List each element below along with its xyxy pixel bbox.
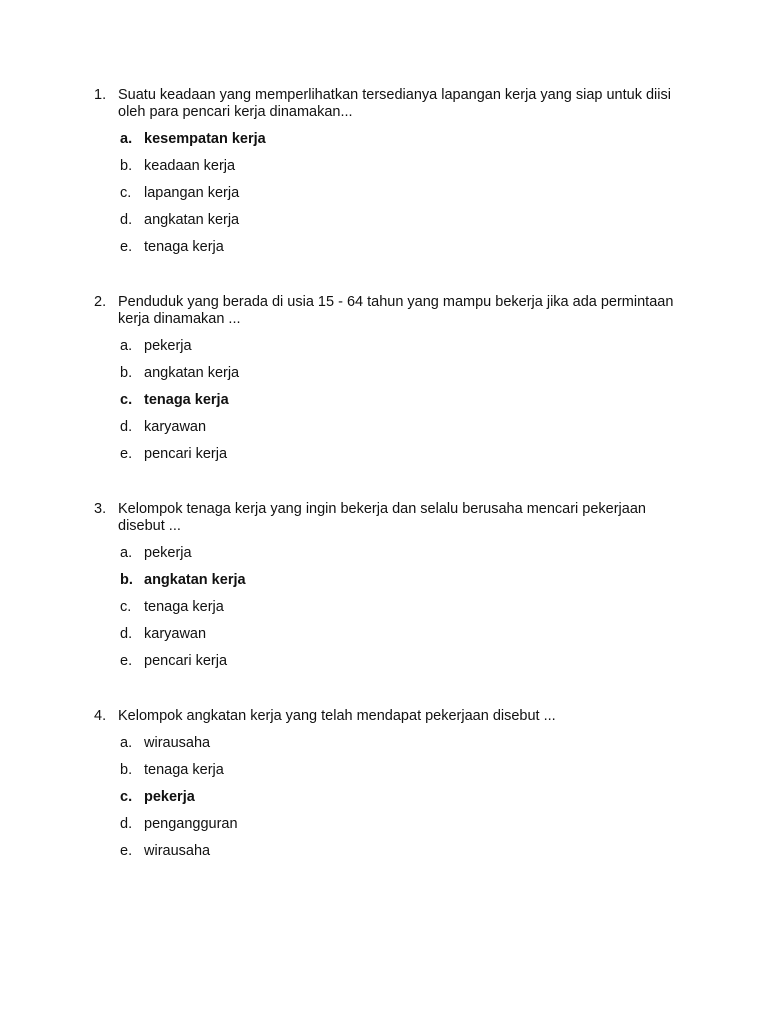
option-letter: a.: [120, 131, 133, 147]
question-number: 3.: [94, 501, 107, 517]
option-c: [120, 789, 195, 806]
option-text: tenaga kerja: [144, 762, 224, 778]
question-3: [94, 501, 684, 669]
option-d: [120, 816, 238, 833]
option-text: pekerja: [144, 545, 192, 561]
option-text: angkatan kerja: [144, 365, 240, 381]
option-c: [120, 392, 229, 409]
option-text: tenaga kerja: [144, 599, 224, 615]
question-4: [94, 708, 684, 859]
option-e: [120, 239, 224, 256]
option-letter: c.: [120, 185, 132, 201]
option-text: pekerja: [144, 338, 192, 354]
option-text: wirausaha: [144, 843, 211, 859]
option-letter: b.: [120, 365, 133, 381]
option-letter: a.: [120, 545, 133, 561]
option-d: [120, 626, 206, 643]
option-letter: d.: [120, 212, 133, 228]
option-text: pekerja: [144, 789, 195, 805]
option-letter: e.: [120, 446, 133, 462]
option-text: angkatan kerja: [144, 572, 246, 588]
question-text: Kelompok tenaga kerja yang ingin bekerja dan selalu berusaha mencari pekerjaan disebut ...: [118, 501, 646, 534]
option-letter: c.: [120, 789, 133, 805]
question-text: Kelompok angkatan kerja yang telah mendapat pekerjaan disebut ...: [118, 708, 556, 724]
option-b: [120, 365, 239, 382]
option-a: [120, 735, 210, 752]
option-e: [120, 653, 227, 670]
option-b: [120, 572, 246, 589]
option-c: [120, 599, 224, 616]
question-stem: [94, 501, 684, 535]
option-text: kesempatan kerja: [144, 131, 266, 147]
option-text: tenaga kerja: [144, 392, 229, 408]
option-b: [120, 762, 224, 779]
option-d: [120, 212, 239, 229]
option-letter: e.: [120, 843, 133, 859]
option-text: karyawan: [144, 626, 207, 642]
question-stem: [94, 294, 684, 328]
option-letter: b.: [120, 762, 133, 778]
option-c: [120, 185, 239, 202]
option-letter: b.: [120, 572, 133, 588]
option-text: angkatan kerja: [144, 212, 240, 228]
option-letter: c.: [120, 599, 132, 615]
question-number: 1.: [94, 87, 107, 103]
option-text: pencari kerja: [144, 446, 228, 462]
option-letter: e.: [120, 239, 133, 255]
option-text: wirausaha: [144, 735, 211, 751]
option-text: tenaga kerja: [144, 239, 224, 255]
question-stem: [94, 708, 684, 725]
option-letter: a.: [120, 338, 133, 354]
option-e: [120, 446, 227, 463]
option-d: [120, 419, 206, 436]
question-number: 4.: [94, 708, 107, 724]
option-letter: b.: [120, 158, 133, 174]
option-a: [120, 131, 266, 148]
option-b: [120, 158, 235, 175]
option-text: pencari kerja: [144, 653, 228, 669]
option-letter: c.: [120, 392, 133, 408]
option-letter: d.: [120, 626, 133, 642]
question-text: Penduduk yang berada di usia 15 - 64 tahun yang mampu bekerja jika ada permintaan kerja dinamakan ...: [118, 294, 674, 327]
question-number: 2.: [94, 294, 107, 310]
option-a: [120, 545, 192, 562]
option-a: [120, 338, 192, 355]
question-text: Suatu keadaan yang memperlihatkan tersedianya lapangan kerja yang siap untuk diisi oleh para pencari kerja dinamakan...: [118, 87, 671, 120]
question-stem: [94, 87, 684, 121]
option-letter: a.: [120, 735, 133, 751]
question-1: [94, 87, 684, 255]
option-text: keadaan kerja: [144, 158, 236, 174]
option-letter: e.: [120, 653, 133, 669]
option-text: karyawan: [144, 419, 207, 435]
option-e: [120, 843, 210, 860]
question-2: [94, 294, 684, 462]
option-letter: d.: [120, 419, 133, 435]
option-text: pengangguran: [144, 816, 238, 832]
option-letter: d.: [120, 816, 133, 832]
option-text: lapangan kerja: [144, 185, 240, 201]
